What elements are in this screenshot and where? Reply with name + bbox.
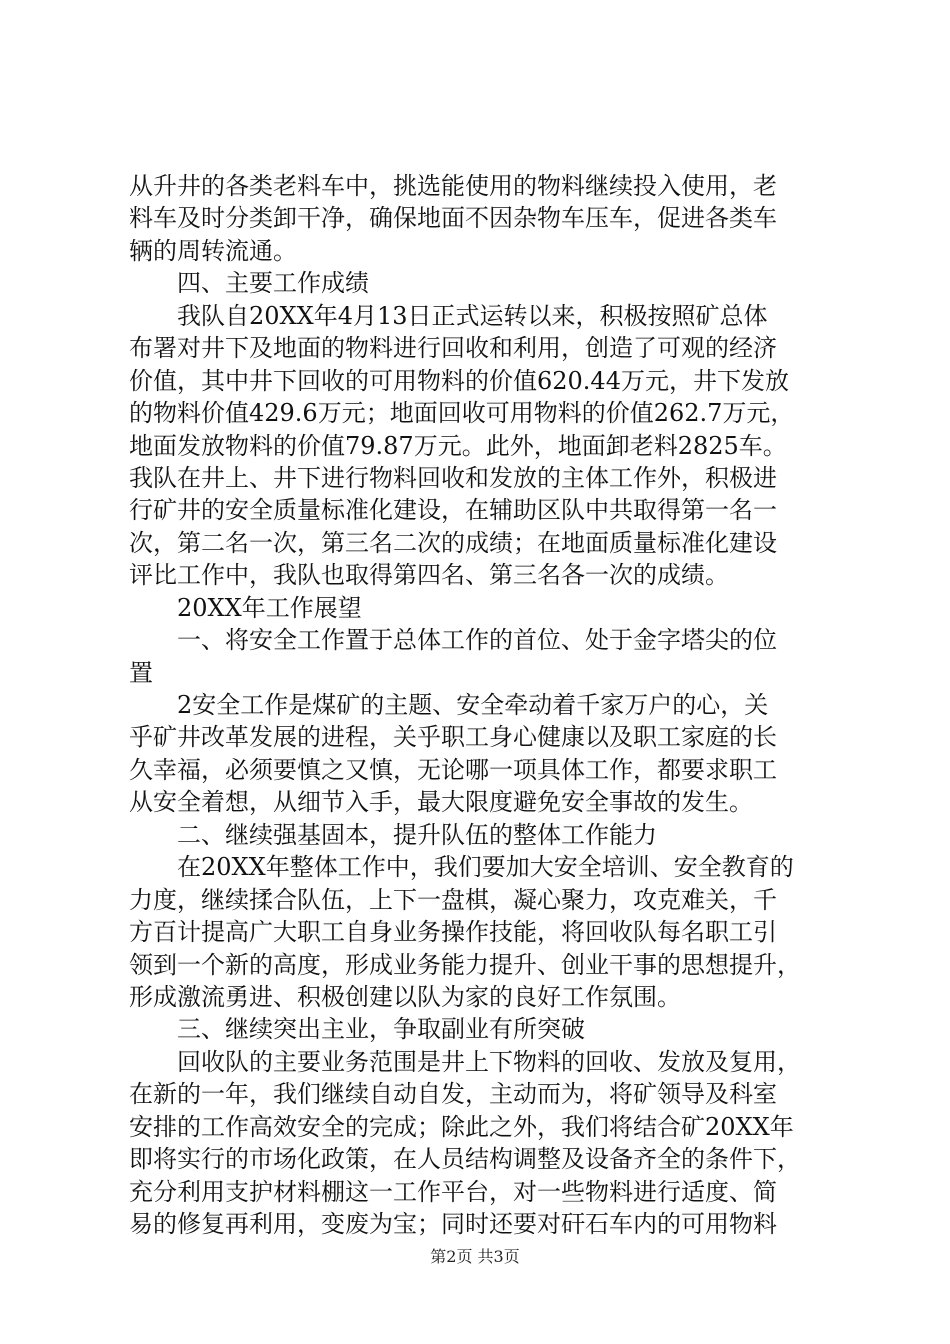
document-body — [129, 170, 834, 1240]
text-line: 的物料价值429.6万元；地面回收可用物料的价值262.7万元， — [129, 399, 795, 428]
text-line: 20XX年工作展望 — [177, 593, 362, 622]
text-line: 方百计提高广大职工自身业务操作技能，将回收队每名职工引 — [129, 918, 777, 947]
text-line: 价值，其中井下回收的可用物料的价值620.44万元，井下发放 — [129, 366, 789, 395]
text-line: 即将实行的市场化政策，在人员结构调整及设备齐全的条件下， — [129, 1145, 801, 1174]
text-line: 我队自20XX年4月13日正式运转以来，积极按照矿总体 — [177, 301, 768, 330]
text-line: 评比工作中，我队也取得第四名、第三名各一次的成绩。 — [129, 561, 729, 590]
text-line: 行矿井的安全质量标准化建设，在辅助区队中共取得第一名一 — [129, 496, 777, 525]
text-line: 安排的工作高效安全的完成；除此之外，我们将结合矿20XX年 — [129, 1112, 794, 1141]
text-line: 领到一个新的高度，形成业务能力提升、创业干事的思想提升， — [129, 950, 801, 979]
text-line: 形成激流勇进、积极创建以队为家的良好工作氛围。 — [129, 982, 681, 1011]
text-line: 回收队的主要业务范围是井上下物料的回收、发放及复用， — [177, 1047, 801, 1076]
text-line: 在20XX年整体工作中，我们要加大安全培训、安全教育的 — [177, 853, 794, 882]
text-line: 地面发放物料的价值79.87万元。此外，地面卸老料2825车。 — [129, 431, 787, 460]
text-line: 久幸福，必须要慎之又慎，无论哪一项具体工作，都要求职工 — [129, 755, 777, 784]
text-line: 料车及时分类卸干净，确保地面不因杂物车压车，促进各类车 — [129, 204, 777, 233]
text-line: 四、主要工作成绩 — [177, 269, 369, 298]
page-footer: 第2页 共3页 — [430, 1247, 520, 1266]
text-line: 一、将安全工作置于总体工作的首位、处于金字塔尖的位 — [177, 626, 777, 655]
text-line: 辆的周转流通。 — [129, 236, 297, 265]
text-line: 我队在井上、井下进行物料回收和发放的主体工作外，积极进 — [129, 463, 777, 492]
text-line: 易的修复再利用，变废为宝；同时还要对矸石车内的可用物料 — [129, 1210, 777, 1238]
text-line: 充分利用支护材料棚这一工作平台，对一些物料进行适度、简 — [129, 1177, 777, 1206]
text-line: 二、继续强基固本，提升队伍的整体工作能力 — [177, 820, 657, 849]
text-line: 乎矿井改革发展的进程，关乎职工身心健康以及职工家庭的长 — [129, 723, 777, 752]
text-line: 在新的一年，我们继续自动自发，主动而为，将矿领导及科室 — [129, 1080, 777, 1109]
text-line: 从升井的各类老料车中，挑选能使用的物料继续投入使用，老 — [129, 172, 777, 200]
text-line: 次，第二名一次，第三名二次的成绩；在地面质量标准化建设 — [129, 528, 777, 557]
text-line: 布署对井下及地面的物料进行回收和利用，创造了可观的经济 — [129, 334, 777, 363]
text-line: 力度，继续揉合队伍，上下一盘棋，凝心聚力，攻克难关，千 — [129, 885, 777, 914]
text-line: 置 — [129, 658, 153, 687]
text-line: 三、继续突出主业，争取副业有所突破 — [177, 1015, 585, 1044]
text-line: 2安全工作是煤矿的主题、安全牵动着千家万户的心，关 — [177, 691, 769, 719]
text-line: 从安全着想，从细节入手，最大限度避免安全事故的发生。 — [129, 788, 753, 817]
